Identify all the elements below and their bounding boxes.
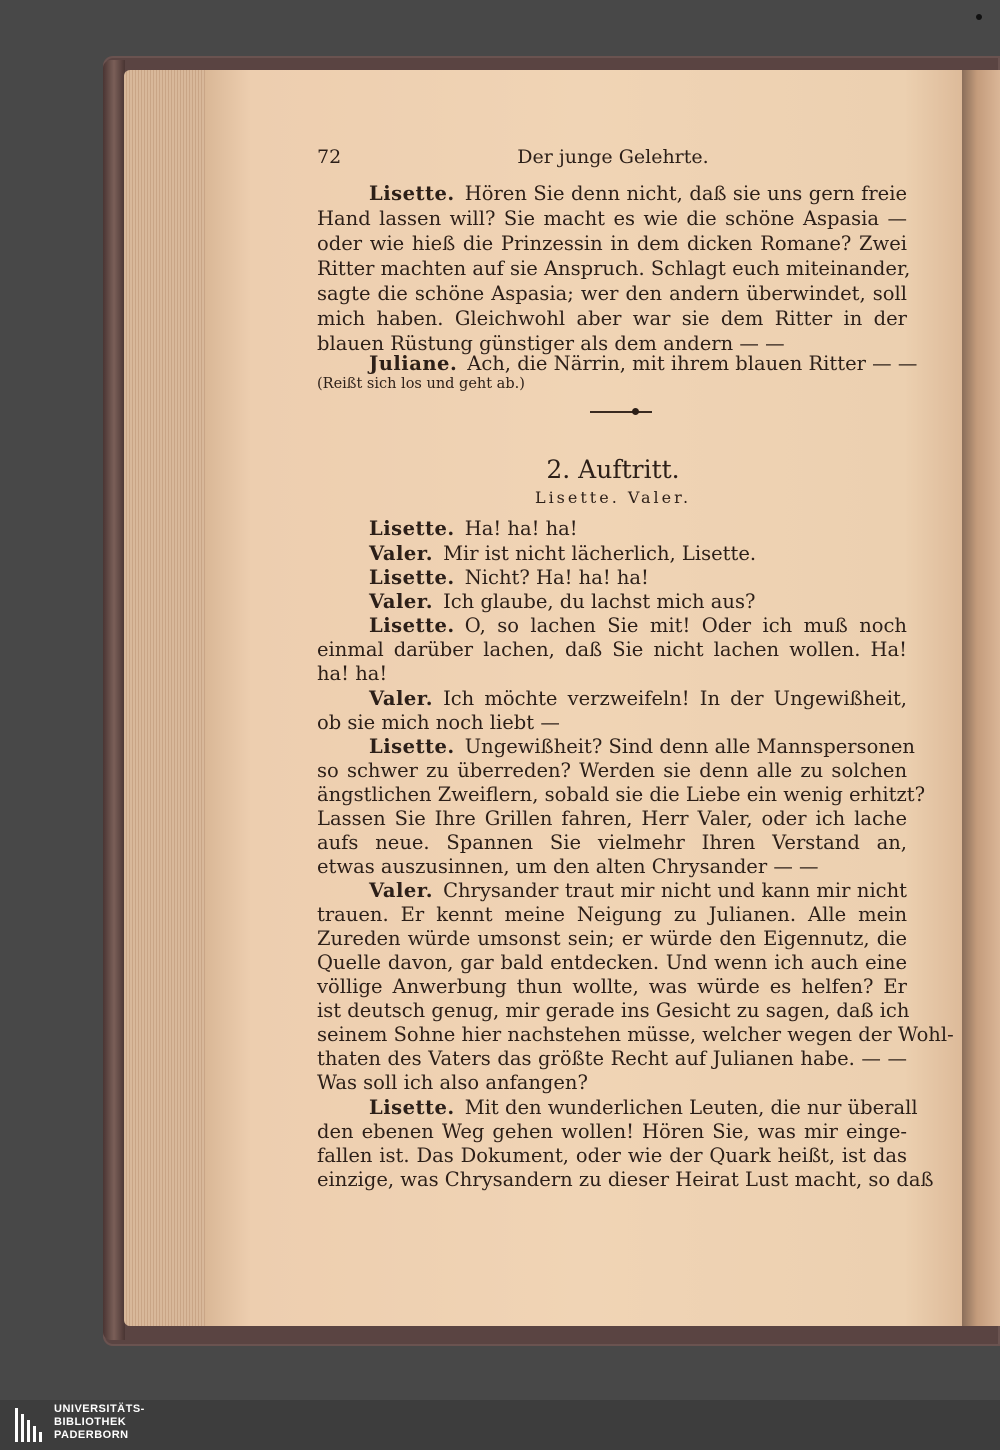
text-line: Valer. Chrysander traut mir nicht und kann mir nicht	[369, 879, 907, 902]
text-line: Lassen Sie Ihre Grillen fahren, Herr Valer, oder ich lache	[317, 807, 907, 830]
text-line: Was soll ich also anfangen?	[317, 1071, 588, 1094]
speaker-name: Valer.	[369, 542, 434, 565]
speaker-name: Lisette.	[369, 517, 455, 540]
text-line: Lisette. Ungewißheit? Sind denn alle Mannspersonen	[369, 735, 915, 758]
library-logo-icon	[14, 1404, 44, 1446]
speaker-name: Lisette.	[369, 1096, 455, 1119]
text-line: ängstlichen Zweiflern, sobald sie die Liebe ein wenig erhitzt?	[317, 783, 926, 806]
text-line: trauen. Er kennt meine Neigung zu Julianen. Alle mein	[317, 903, 907, 926]
text-line: den ebenen Weg gehen wollen! Hören Sie, was mir einge-	[317, 1120, 907, 1143]
scene-cast: Lisette. Valer.	[534, 488, 692, 507]
text-line: fallen ist. Das Dokument, oder wie der Quark heißt, ist das	[317, 1144, 907, 1167]
page-number: 72	[317, 146, 342, 168]
text-line: einmal darüber lachen, daß Sie nicht lachen wollen. Ha!	[317, 638, 907, 661]
text-line: einzige, was Chrysandern zu dieser Heirat Lust macht, so daß	[317, 1168, 934, 1191]
text-line: Quelle davon, gar bald entdecken. Und wenn ich auch eine	[317, 951, 907, 974]
library-footer	[0, 1400, 1000, 1450]
speaker-name: Juliane.	[369, 352, 458, 375]
scene-title: 2. Auftritt.	[546, 455, 680, 484]
text-line: Lisette. Ha! ha! ha!	[369, 517, 578, 540]
text-line: Zureden würde umsonst sein; er würde den Eigennutz, die	[317, 927, 907, 950]
speaker-name: Valer.	[369, 590, 434, 613]
speaker-name: Valer.	[369, 687, 434, 710]
text-line: ist deutsch genug, mir gerade ins Gesicht zu sagen, daß ich	[317, 999, 910, 1022]
stage-direction: (Reißt sich los und geht ab.)	[317, 376, 525, 392]
text-line: ob sie mich noch liebt —	[317, 711, 560, 734]
text-line: thaten des Vaters das größte Recht auf Julianen habe. — —	[317, 1047, 907, 1070]
library-name-line: UNIVERSITÄTS-	[54, 1403, 145, 1415]
text-line: aufs neue. Spannen Sie vielmehr Ihren Verstand an,	[317, 831, 907, 854]
text-line: sagte die schöne Aspasia; wer den andern überwindet, soll	[317, 282, 907, 305]
text-line: völlige Anwerbung thun wollte, was würde es helfen? Er	[317, 975, 907, 998]
text-line: Lisette. Nicht? Ha! ha! ha!	[369, 566, 649, 589]
library-name-line: PADERBORN	[54, 1429, 129, 1441]
speaker-name: Lisette.	[369, 182, 455, 205]
text-line: Valer. Ich glaube, du lachst mich aus?	[369, 590, 756, 613]
text-line: mich haben. Gleichwohl aber war sie dem Ritter in der	[317, 307, 907, 330]
text-line: Lisette. Mit den wunderlichen Leuten, die nur überall	[369, 1096, 918, 1119]
running-title: Der junge Gelehrte.	[517, 146, 709, 168]
text-line: Lisette. O, so lachen Sie mit! Oder ich muß noch	[369, 614, 907, 637]
text-line: Juliane. Ach, die Närrin, mit ihrem blauen Ritter — —	[369, 352, 918, 375]
library-name	[54, 1403, 145, 1442]
text-line: ha! ha!	[317, 662, 388, 685]
text-line: etwas auszusinnen, um den alten Chrysander — —	[317, 855, 819, 878]
text-line: Valer. Ich möchte verzweifeln! In der Ungewißheit,	[369, 687, 907, 710]
speaker-name: Valer.	[369, 879, 434, 902]
separator-dot	[632, 408, 639, 415]
text-line: so schwer zu überreden? Werden sie denn alle zu solchen	[317, 759, 907, 782]
text-line: blauen Rüstung günstiger als dem andern — —	[317, 332, 785, 355]
scene-separator	[590, 411, 652, 413]
text-line: Ritter machten auf sie Anspruch. Schlagt euch miteinander,	[317, 257, 911, 280]
text-line: oder wie hieß die Prinzessin in dem dicken Romane? Zwei	[317, 232, 907, 255]
text-line: seinem Sohne hier nachstehen müsse, welcher wegen der Wohl-	[317, 1023, 954, 1046]
text-line: Hand lassen will? Sie macht es wie die schöne Aspasia —	[317, 207, 907, 230]
text-line: Lisette. Hören Sie denn nicht, daß sie uns gern freie	[369, 182, 907, 205]
speaker-name: Lisette.	[369, 614, 455, 637]
speaker-name: Lisette.	[369, 735, 455, 758]
speaker-name: Lisette.	[369, 566, 455, 589]
text-line: Valer. Mir ist nicht lächerlich, Lisette.	[369, 542, 757, 565]
library-name-line: BIBLIOTHEK	[54, 1416, 127, 1428]
